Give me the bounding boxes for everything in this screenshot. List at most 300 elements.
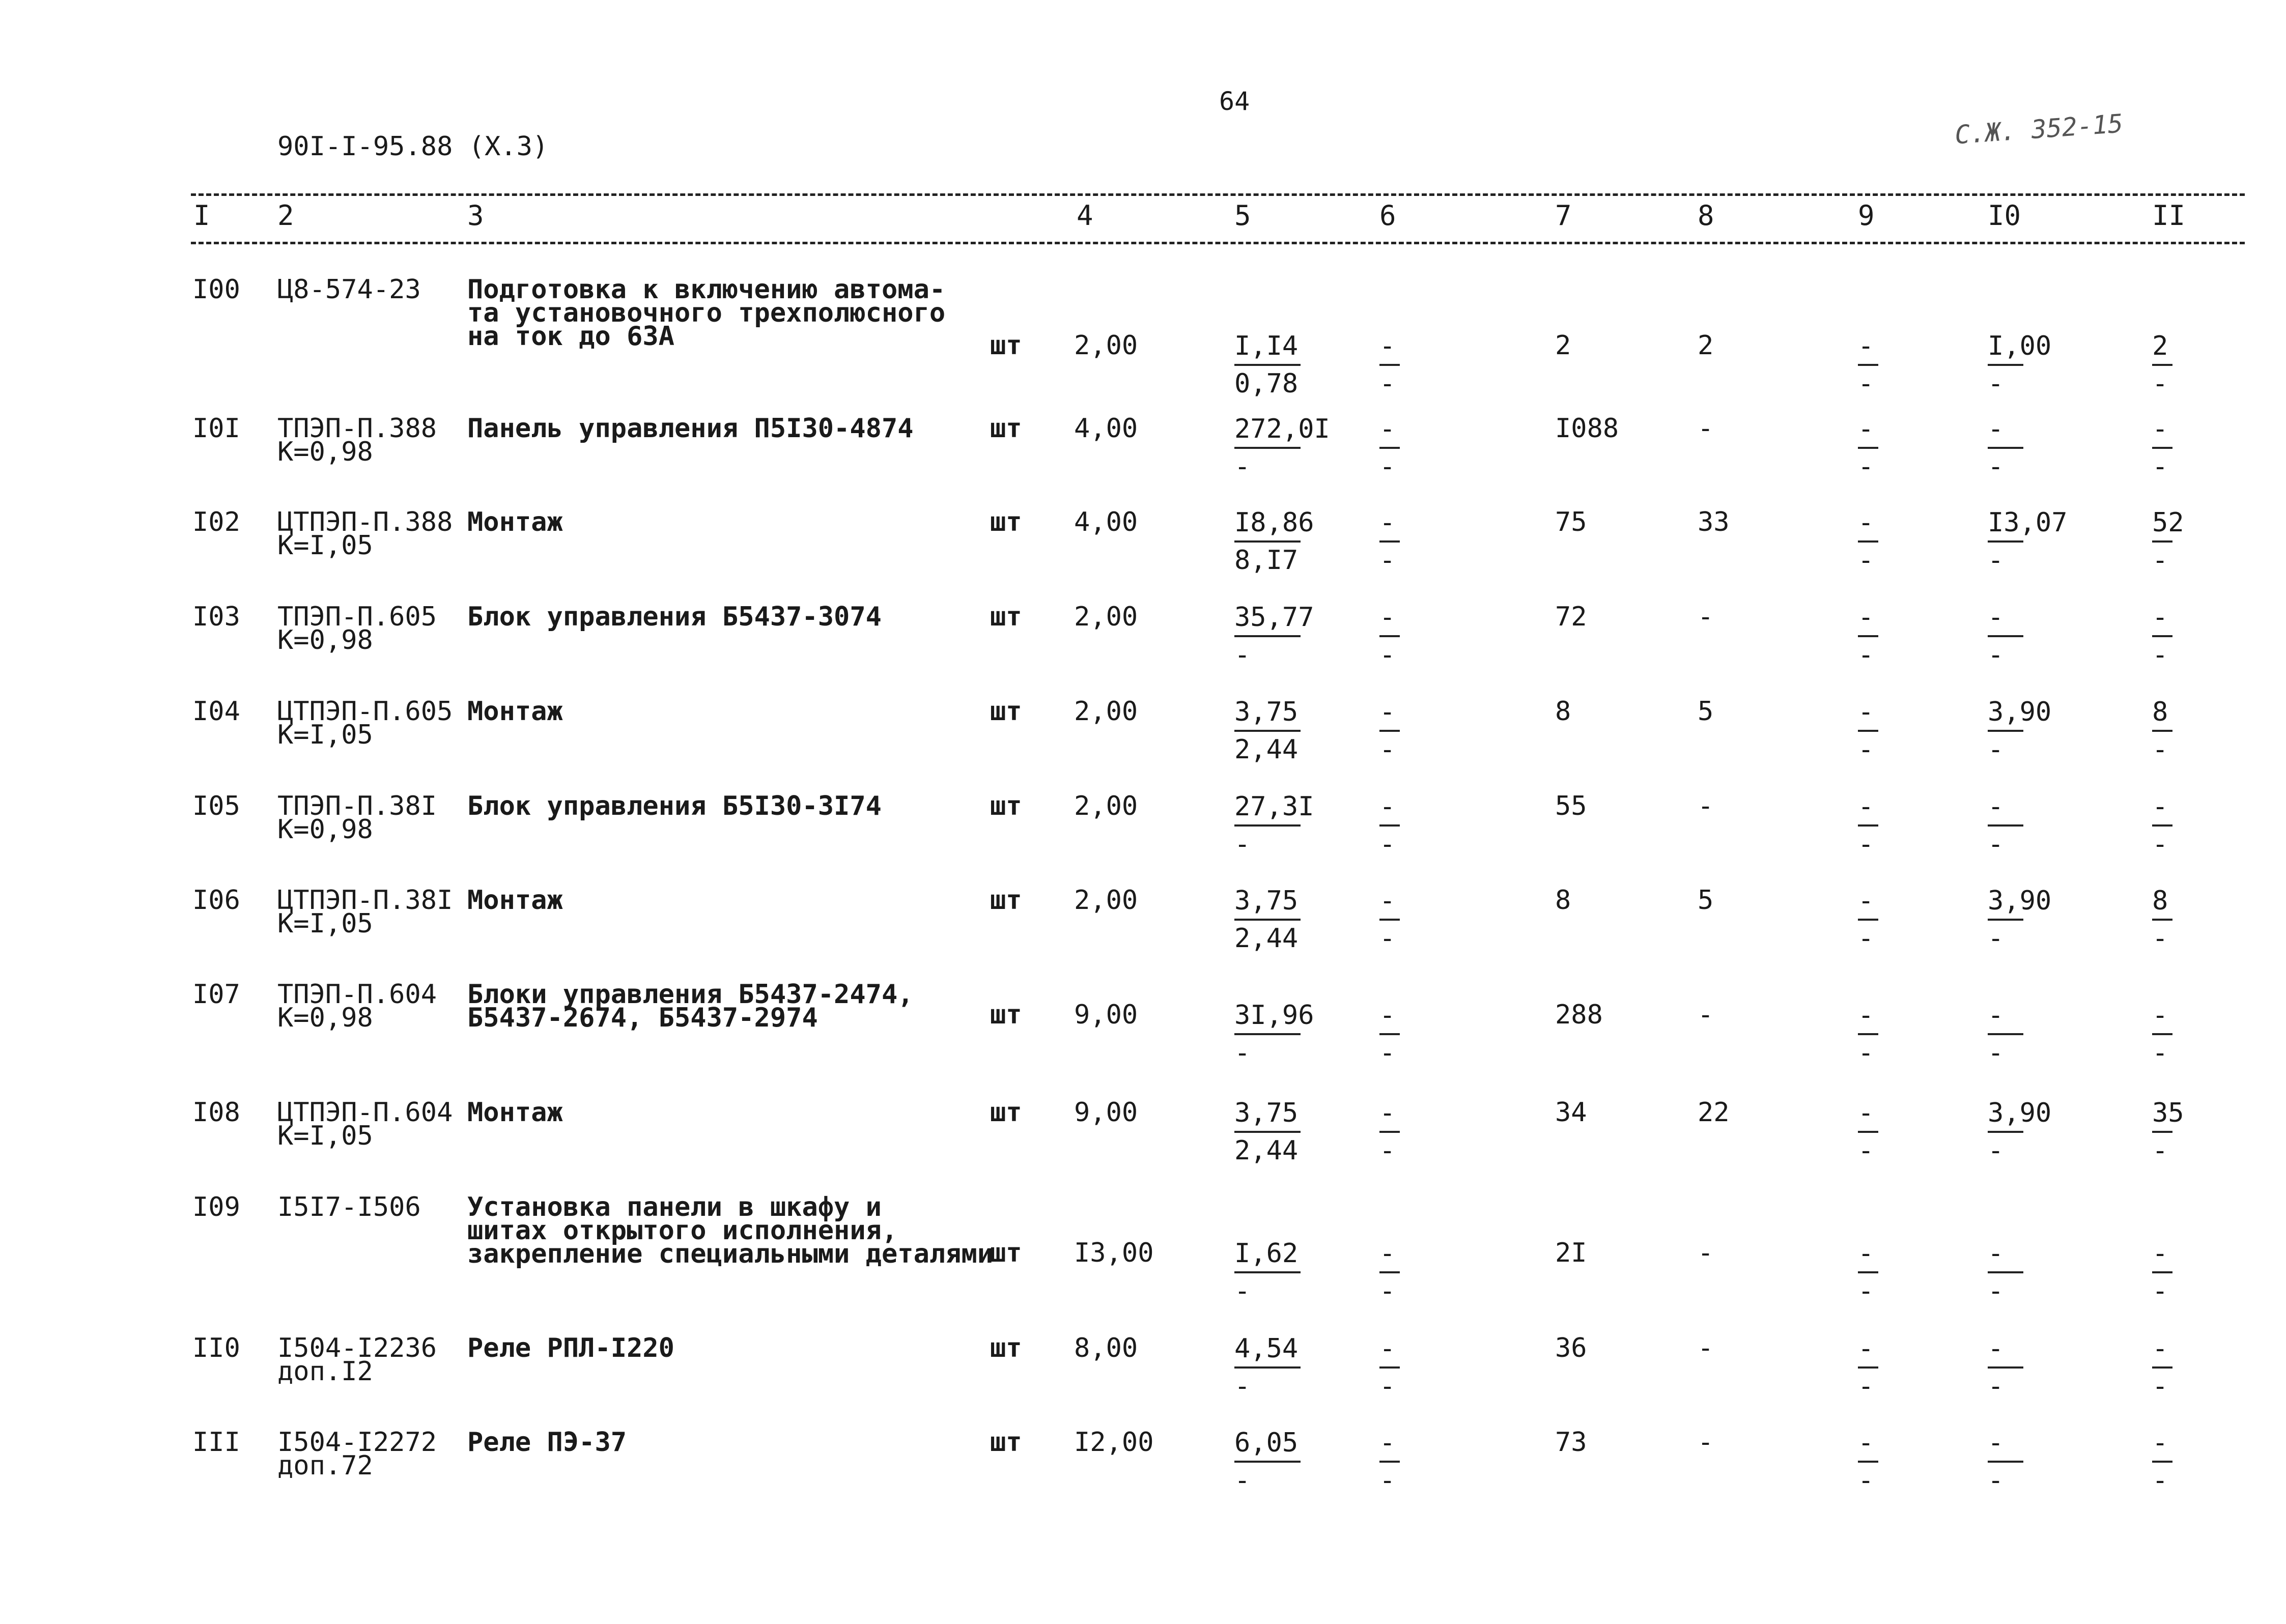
row-col5-denominator: - (1234, 1465, 1251, 1496)
row-number: I00 (192, 274, 240, 305)
row-col5-fraction-bar (1234, 1366, 1301, 1369)
row-code: ТПЭП-П.38I (277, 791, 437, 821)
row-code: К=0,98 (277, 814, 373, 845)
row-col9-denominator: - (1858, 1038, 1874, 1068)
column-header-6: 6 (1379, 200, 1396, 232)
row-col11-denominator: - (2152, 545, 2168, 576)
row-col9 (1858, 1000, 1878, 1068)
row-code: ЦТПЭП-П.604 (277, 1097, 453, 1128)
row-col7: 2 (1555, 330, 1571, 361)
row-col9-numerator: - (1858, 331, 1874, 361)
row-col5-numerator: 27,3I (1234, 791, 1314, 822)
row-col10-numerator: - (1988, 1428, 2004, 1458)
row-col6-fraction-bar (1379, 364, 1400, 366)
row-quantity: 2,00 (1074, 791, 1138, 821)
row-description: Блок управления Б5437-3074 (467, 602, 882, 632)
row-col11 (2152, 507, 2184, 576)
row-col9-denominator: - (1858, 1276, 1874, 1306)
row-col9-fraction-bar (1858, 1366, 1878, 1369)
row-col6-fraction-bar (1379, 1131, 1400, 1133)
row-code: Ц8-574-23 (277, 274, 421, 305)
row-number: I09 (192, 1192, 240, 1222)
row-quantity: 8,00 (1074, 1333, 1138, 1363)
row-col5-denominator: - (1234, 1371, 1251, 1402)
row-col5 (1234, 1000, 1314, 1068)
row-unit: шт (990, 1333, 1022, 1363)
row-col11-denominator: - (2152, 640, 2168, 670)
row-col8: - (1698, 413, 1714, 444)
row-col10-fraction-bar (1988, 1033, 2023, 1035)
row-col5 (1234, 414, 1330, 482)
row-col10-denominator: - (1988, 1371, 2004, 1402)
row-description: Монтаж (467, 1097, 563, 1128)
row-col10-denominator: - (1988, 829, 2004, 860)
row-col6-denominator: - (1379, 923, 1396, 954)
row-col10-numerator: - (1988, 791, 2004, 822)
row-col6-fraction-bar (1379, 1271, 1400, 1273)
row-col5-denominator: - (1234, 451, 1251, 482)
row-col5-denominator: 2,44 (1234, 923, 1299, 954)
row-col6-fraction-bar (1379, 447, 1400, 449)
row-description: Панель управления П5I30-4874 (467, 413, 914, 444)
row-col10 (1988, 791, 2023, 860)
row-description: та установочного трехполюсного (467, 298, 946, 328)
row-col6-numerator: - (1379, 507, 1396, 538)
row-description: Б5437-2674, Б5437-2974 (467, 1003, 818, 1033)
header-bottom-rule (191, 242, 2245, 244)
row-col10 (1988, 1000, 2023, 1068)
row-col7: 73 (1555, 1427, 1587, 1458)
row-col9 (1858, 886, 1878, 954)
row-col9-denominator: - (1858, 734, 1874, 765)
row-col10 (1988, 1098, 2052, 1166)
row-col9-numerator: - (1858, 602, 1874, 633)
row-description: шитах открытого исполнения, (467, 1215, 898, 1246)
row-col10-fraction-bar (1988, 447, 2023, 449)
row-col5-fraction-bar (1234, 730, 1301, 732)
row-col6 (1379, 886, 1400, 954)
row-col10-denominator: - (1988, 368, 2004, 399)
row-col5-numerator: 3,75 (1234, 1098, 1299, 1128)
row-col6-denominator: - (1379, 640, 1396, 670)
row-number: I07 (192, 979, 240, 1010)
row-col10-denominator: - (1988, 545, 2004, 576)
row-col6-numerator: - (1379, 1428, 1396, 1458)
row-quantity: 9,00 (1074, 1097, 1138, 1128)
row-col5 (1234, 331, 1301, 399)
row-col6-fraction-bar (1379, 730, 1400, 732)
row-col11-numerator: - (2152, 602, 2168, 633)
row-col5-numerator: 3,75 (1234, 697, 1299, 727)
row-col9 (1858, 1098, 1878, 1166)
row-number: I04 (192, 696, 240, 727)
row-code: I5I7-I506 (277, 1192, 421, 1222)
row-col5 (1234, 1238, 1301, 1306)
row-col9-numerator: - (1858, 1428, 1874, 1458)
row-code: ЦТПЭП-П.605 (277, 696, 453, 727)
row-col11-denominator: - (2152, 451, 2168, 482)
handwritten-stamp: С.Ж. 352-15 (1954, 108, 2124, 150)
row-col6-numerator: - (1379, 1000, 1396, 1031)
row-col5-numerator: 3I,96 (1234, 1000, 1314, 1031)
row-col7: 75 (1555, 507, 1587, 537)
row-col6-numerator: - (1379, 414, 1396, 444)
row-col10-numerator: - (1988, 602, 2004, 633)
row-col5-numerator: 3,75 (1234, 886, 1299, 916)
row-description: Реле РПЛ-I220 (467, 1333, 674, 1363)
row-col10-denominator: - (1988, 1276, 2004, 1306)
row-col10-fraction-bar (1988, 1366, 2023, 1369)
row-col9-fraction-bar (1858, 1131, 1878, 1133)
column-header-7: 7 (1555, 200, 1572, 232)
row-col5-denominator: - (1234, 1276, 1251, 1306)
row-col9-denominator: - (1858, 451, 1874, 482)
column-header-3: 3 (467, 200, 484, 232)
row-col11-denominator: - (2152, 1038, 2168, 1068)
row-col11-numerator: - (2152, 791, 2168, 822)
row-col9-denominator: - (1858, 368, 1874, 399)
row-col11-numerator: - (2152, 1428, 2168, 1458)
row-col6 (1379, 697, 1400, 765)
row-code: К=I,05 (277, 530, 373, 561)
row-col9-fraction-bar (1858, 447, 1878, 449)
row-col10-denominator: - (1988, 923, 2004, 954)
row-col5 (1234, 507, 1314, 576)
row-col6-fraction-bar (1379, 1461, 1400, 1463)
row-col5-numerator: 272,0I (1234, 414, 1330, 444)
row-col9-denominator: - (1858, 1135, 1874, 1166)
row-col11 (2152, 1428, 2172, 1496)
row-col10-denominator: - (1988, 1038, 2004, 1068)
row-col11-fraction-bar (2152, 730, 2172, 732)
row-col10-fraction-bar (1988, 730, 2023, 732)
row-col9-numerator: - (1858, 1000, 1874, 1031)
row-col11-denominator: - (2152, 1135, 2168, 1166)
row-col7: 8 (1555, 885, 1571, 916)
header-top-rule (191, 193, 2245, 196)
row-col7: 72 (1555, 602, 1587, 632)
row-col5-numerator: I8,86 (1234, 507, 1314, 538)
row-col11-fraction-bar (2152, 540, 2172, 543)
row-col6-fraction-bar (1379, 1033, 1400, 1035)
row-col11-fraction-bar (2152, 1366, 2172, 1369)
row-col11-fraction-bar (2152, 364, 2172, 366)
row-unit: шт (990, 507, 1022, 537)
row-col10-denominator: - (1988, 1135, 2004, 1166)
row-col5-denominator: 2,44 (1234, 734, 1299, 765)
row-col11-numerator: - (2152, 1238, 2168, 1269)
row-col10 (1988, 1238, 2023, 1306)
row-unit: шт (990, 791, 1022, 821)
row-col5 (1234, 602, 1314, 670)
row-col7: 288 (1555, 1000, 1603, 1030)
row-col9-numerator: - (1858, 1098, 1874, 1128)
row-col6 (1379, 331, 1400, 399)
row-col8: 33 (1698, 507, 1730, 537)
row-col6-numerator: - (1379, 1238, 1396, 1269)
row-col6-denominator: - (1379, 1465, 1396, 1496)
row-col9-denominator: - (1858, 829, 1874, 860)
row-col9-fraction-bar (1858, 540, 1878, 543)
row-col11-numerator: - (2152, 1000, 2168, 1031)
row-col9 (1858, 1333, 1878, 1402)
row-col5-numerator: 4,54 (1234, 1333, 1299, 1364)
row-col10-numerator: 3,90 (1988, 697, 2052, 727)
row-col11-fraction-bar (2152, 635, 2172, 637)
row-col8: - (1698, 1427, 1714, 1458)
row-col6-denominator: - (1379, 1038, 1396, 1068)
row-col10-fraction-bar (1988, 824, 2023, 827)
row-col10-numerator: - (1988, 1238, 2004, 1269)
row-col8: - (1698, 1238, 1714, 1268)
row-quantity: 2,00 (1074, 602, 1138, 632)
row-unit: шт (990, 696, 1022, 727)
row-code: I504-I2236 (277, 1333, 437, 1363)
row-col11 (2152, 331, 2172, 399)
row-description: Блоки управления Б5437-2474, (467, 979, 914, 1010)
row-col10-denominator: - (1988, 1465, 2004, 1496)
row-col6-fraction-bar (1379, 1366, 1400, 1369)
row-col10-denominator: - (1988, 734, 2004, 765)
row-col9-numerator: - (1858, 507, 1874, 538)
row-code: ТПЭП-П.605 (277, 602, 437, 632)
row-col5-fraction-bar (1234, 1271, 1301, 1273)
row-col5-denominator: - (1234, 829, 1251, 860)
row-col6-denominator: - (1379, 368, 1396, 399)
row-col6-numerator: - (1379, 331, 1396, 361)
column-header-1: I (193, 200, 210, 232)
row-col5-fraction-bar (1234, 1033, 1301, 1035)
row-quantity: 9,00 (1074, 1000, 1138, 1030)
row-col5-fraction-bar (1234, 635, 1301, 637)
row-col8: - (1698, 1000, 1714, 1030)
row-col6-denominator: - (1379, 829, 1396, 860)
row-col11-numerator: 35 (2152, 1098, 2184, 1128)
page-number: 64 (1219, 87, 1250, 116)
row-code: К=I,05 (277, 1121, 373, 1151)
row-col7: 34 (1555, 1097, 1587, 1128)
row-col5-fraction-bar (1234, 824, 1301, 827)
row-col9-numerator: - (1858, 886, 1874, 916)
row-col10-fraction-bar (1988, 1461, 2023, 1463)
row-col5-denominator: - (1234, 640, 1251, 670)
row-col9-fraction-bar (1858, 1461, 1878, 1463)
row-col6-denominator: - (1379, 1371, 1396, 1402)
row-col10-numerator: - (1988, 1000, 2004, 1031)
row-col5-fraction-bar (1234, 919, 1301, 921)
row-col11 (2152, 414, 2172, 482)
row-description: Подготовка к включению автома- (467, 274, 946, 305)
row-col9-denominator: - (1858, 545, 1874, 576)
row-col10 (1988, 1333, 2023, 1402)
row-col5-fraction-bar (1234, 1131, 1301, 1133)
row-col6 (1379, 1428, 1400, 1496)
row-col9-fraction-bar (1858, 730, 1878, 732)
row-code: К=0,98 (277, 437, 373, 467)
row-col9-fraction-bar (1858, 1271, 1878, 1273)
row-col11-fraction-bar (2152, 1271, 2172, 1273)
row-col11-denominator: - (2152, 368, 2168, 399)
row-col6-fraction-bar (1379, 540, 1400, 543)
row-col5-fraction-bar (1234, 1461, 1301, 1463)
row-col11-fraction-bar (2152, 1033, 2172, 1035)
row-col5 (1234, 1428, 1301, 1496)
row-col6 (1379, 507, 1400, 576)
row-col10-numerator: - (1988, 1333, 2004, 1364)
row-col10-fraction-bar (1988, 364, 2023, 366)
row-col6-numerator: - (1379, 791, 1396, 822)
row-code: ТПЭП-П.388 (277, 413, 437, 444)
row-col7: I088 (1555, 413, 1619, 444)
column-header-9: 9 (1858, 200, 1875, 232)
row-code: К=0,98 (277, 1003, 373, 1033)
row-col11-fraction-bar (2152, 447, 2172, 449)
row-quantity: 2,00 (1074, 330, 1138, 361)
row-col10 (1988, 414, 2023, 482)
row-col5-numerator: I,I4 (1234, 331, 1299, 361)
row-col7: 36 (1555, 1333, 1587, 1363)
row-col11-fraction-bar (2152, 1461, 2172, 1463)
row-col11-denominator: - (2152, 734, 2168, 765)
column-header-10: I0 (1988, 200, 2021, 232)
row-col6-numerator: - (1379, 886, 1396, 916)
row-col8: 2 (1698, 330, 1714, 361)
row-col10-numerator: I3,07 (1988, 507, 2068, 538)
row-col10 (1988, 602, 2023, 670)
row-col11 (2152, 1238, 2172, 1306)
row-col10-fraction-bar (1988, 1271, 2023, 1273)
row-col5-denominator: - (1234, 1038, 1251, 1068)
row-description: Реле ПЭ-37 (467, 1427, 627, 1458)
row-col9 (1858, 602, 1878, 670)
row-unit: шт (990, 602, 1022, 632)
row-col8: - (1698, 1333, 1714, 1363)
row-description: на ток до 63А (467, 321, 674, 352)
row-quantity: 4,00 (1074, 413, 1138, 444)
row-col9 (1858, 1238, 1878, 1306)
row-col6 (1379, 602, 1400, 670)
row-col5 (1234, 1098, 1301, 1166)
row-col11 (2152, 697, 2172, 765)
row-col6-numerator: - (1379, 602, 1396, 633)
row-col5 (1234, 1333, 1301, 1402)
row-unit: шт (990, 1427, 1022, 1458)
column-header-8: 8 (1698, 200, 1714, 232)
row-col5-fraction-bar (1234, 540, 1301, 543)
row-col6-denominator: - (1379, 545, 1396, 576)
row-col10 (1988, 331, 2052, 399)
row-col10-numerator: 3,90 (1988, 886, 2052, 916)
row-col6 (1379, 1000, 1400, 1068)
row-code: К=I,05 (277, 908, 373, 939)
row-col5-denominator: 2,44 (1234, 1135, 1299, 1166)
row-col10-fraction-bar (1988, 635, 2023, 637)
row-unit: шт (990, 330, 1022, 361)
row-col9-denominator: - (1858, 1371, 1874, 1402)
row-col7: 55 (1555, 791, 1587, 821)
row-col5-denominator: 0,78 (1234, 368, 1299, 399)
row-col6-denominator: - (1379, 451, 1396, 482)
row-col11-fraction-bar (2152, 1131, 2172, 1133)
row-quantity: 2,00 (1074, 696, 1138, 727)
row-col6 (1379, 1098, 1400, 1166)
row-number: I03 (192, 602, 240, 632)
row-col9-fraction-bar (1858, 919, 1878, 921)
row-col6 (1379, 1333, 1400, 1402)
row-col5 (1234, 886, 1301, 954)
row-col9 (1858, 331, 1878, 399)
row-code: ЦТПЭП-П.388 (277, 507, 453, 537)
row-col6-fraction-bar (1379, 919, 1400, 921)
row-unit: шт (990, 1238, 1022, 1268)
row-col11-numerator: 52 (2152, 507, 2184, 538)
row-col11 (2152, 1000, 2172, 1068)
row-col10-fraction-bar (1988, 1131, 2023, 1133)
row-col9-fraction-bar (1858, 824, 1878, 827)
row-col8: 22 (1698, 1097, 1730, 1128)
row-col6-denominator: - (1379, 1135, 1396, 1166)
row-code: К=0,98 (277, 625, 373, 656)
row-col5-fraction-bar (1234, 364, 1301, 366)
row-col11-denominator: - (2152, 1276, 2168, 1306)
row-code: I504-I2272 (277, 1427, 437, 1458)
row-col9-numerator: - (1858, 414, 1874, 444)
row-col10 (1988, 1428, 2023, 1496)
row-col9-numerator: - (1858, 1333, 1874, 1364)
row-number: I0I (192, 413, 240, 444)
row-col6-numerator: - (1379, 1333, 1396, 1364)
row-col5-numerator: I,62 (1234, 1238, 1299, 1269)
row-number: III (192, 1427, 240, 1458)
row-col9-numerator: - (1858, 791, 1874, 822)
row-description: Монтаж (467, 696, 563, 727)
row-col11-fraction-bar (2152, 919, 2172, 921)
row-col5 (1234, 697, 1301, 765)
row-col10-numerator: 3,90 (1988, 1098, 2052, 1128)
row-code: ТПЭП-П.604 (277, 979, 437, 1010)
row-quantity: 4,00 (1074, 507, 1138, 537)
row-number: I05 (192, 791, 240, 821)
row-col9 (1858, 697, 1878, 765)
row-col6-numerator: - (1379, 1098, 1396, 1128)
row-col11-denominator: - (2152, 1465, 2168, 1496)
row-col11-numerator: 8 (2152, 886, 2168, 916)
row-col11-denominator: - (2152, 829, 2168, 860)
row-col7: 8 (1555, 696, 1571, 727)
row-col6-fraction-bar (1379, 635, 1400, 637)
row-col9-fraction-bar (1858, 1033, 1878, 1035)
row-unit: шт (990, 1000, 1022, 1030)
row-col11-denominator: - (2152, 1371, 2168, 1402)
row-col11-numerator: - (2152, 414, 2168, 444)
row-description: закрепление специальными деталями (467, 1239, 994, 1269)
row-description: Монтаж (467, 507, 563, 537)
row-col11-denominator: - (2152, 923, 2168, 954)
row-col6-denominator: - (1379, 1276, 1396, 1306)
row-col5-numerator: 6,05 (1234, 1428, 1299, 1458)
row-col6-numerator: - (1379, 697, 1396, 727)
row-code: доп.I2 (277, 1356, 373, 1387)
row-col10-fraction-bar (1988, 919, 2023, 921)
row-col10-numerator: I,00 (1988, 331, 2052, 361)
row-code: К=I,05 (277, 720, 373, 750)
row-col9-fraction-bar (1858, 635, 1878, 637)
row-col9 (1858, 791, 1878, 860)
row-col6 (1379, 1238, 1400, 1306)
column-header-11: II (2152, 200, 2186, 232)
row-description: Монтаж (467, 885, 563, 916)
row-col8: - (1698, 602, 1714, 632)
